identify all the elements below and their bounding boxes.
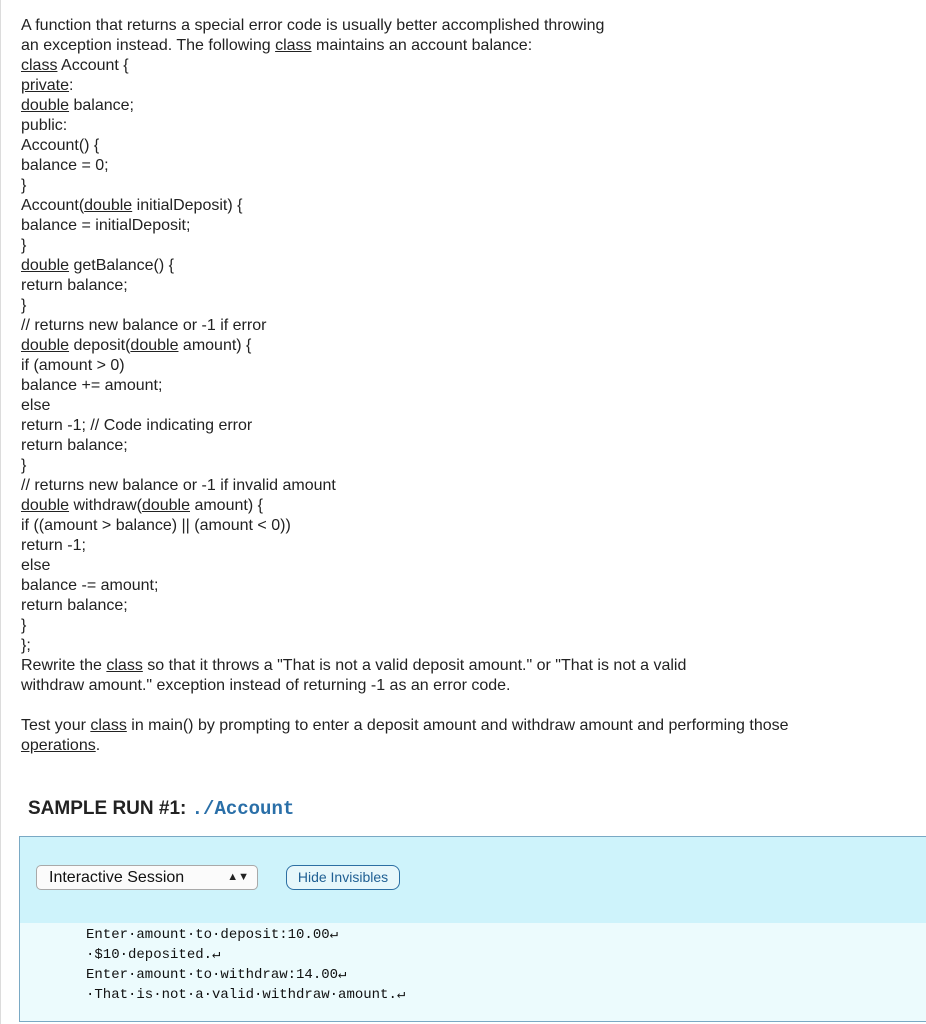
question-line: [21, 216, 921, 236]
question-line: [21, 136, 921, 156]
question-line: [21, 16, 921, 36]
text-segment: balance += amount;: [21, 377, 163, 394]
text-segment: an exception instead. The following: [21, 37, 276, 54]
linked-term[interactable]: class: [275, 37, 312, 54]
text-segment: getBalance() {: [69, 257, 174, 274]
question-line: [21, 56, 921, 76]
linked-term[interactable]: double: [130, 337, 179, 354]
question-line: [21, 236, 921, 256]
question-line: [21, 716, 921, 736]
text-segment: amount) {: [178, 337, 252, 354]
text-segment: return -1;: [21, 537, 86, 554]
text-segment: return -1; // Code indicating error: [21, 417, 253, 434]
text-segment: A function that returns a special error code is usually better accomplished throwing: [21, 17, 605, 34]
text-segment: Account {: [57, 57, 129, 74]
text-segment: return balance;: [21, 597, 128, 614]
transcript-line: ·That·is·not·a·valid·withdraw·amount.↵: [86, 987, 406, 1003]
sample-run-panel: [19, 836, 926, 1022]
question-line: [21, 616, 921, 636]
question-line: [21, 436, 921, 456]
question-line: [21, 736, 921, 756]
sample-run-command: ./Account: [191, 798, 295, 820]
text-segment: return balance;: [21, 437, 128, 454]
text-segment: return balance;: [21, 277, 128, 294]
linked-term[interactable]: class: [21, 57, 58, 74]
text-segment: Test your: [21, 717, 91, 734]
linked-term[interactable]: double: [21, 257, 70, 274]
text-segment: // returns new balance or -1 if error: [21, 317, 267, 334]
session-select[interactable]: [36, 865, 258, 890]
text-segment: withdraw amount." exception instead of returning -1 as an error code.: [21, 677, 511, 694]
question-line: [21, 76, 921, 96]
text-segment: if ((amount > balance) || (amount < 0)): [21, 517, 291, 534]
question-line: [21, 296, 921, 316]
question-line: [21, 176, 921, 196]
text-segment: :: [69, 77, 74, 94]
text-segment: }: [21, 457, 27, 474]
text-segment: balance -= amount;: [21, 577, 159, 594]
text-segment: in main() by prompting to enter a deposit amount and withdraw amount and performing those: [126, 717, 789, 734]
question-line: [21, 396, 921, 416]
question-line: [21, 336, 921, 356]
text-segment: Rewrite the: [21, 657, 107, 674]
question-line: [21, 556, 921, 576]
linked-term[interactable]: private: [21, 77, 70, 94]
session-select-value: Interactive Session: [49, 869, 185, 886]
text-segment: Account() {: [21, 137, 100, 154]
linked-term[interactable]: double: [21, 497, 70, 514]
text-segment: balance = 0;: [21, 157, 109, 174]
text-segment: maintains an account balance:: [311, 37, 533, 54]
question-line: [21, 516, 921, 536]
question-text: [21, 16, 921, 756]
question-line: [21, 256, 921, 276]
question-line: [21, 316, 921, 336]
text-segment: Account(: [21, 197, 85, 214]
linked-term[interactable]: class: [106, 657, 143, 674]
question-line: [21, 376, 921, 396]
text-segment: balance = initialDeposit;: [21, 217, 191, 234]
question-line: [21, 576, 921, 596]
question-line: [21, 456, 921, 476]
text-segment: initialDeposit) {: [132, 197, 243, 214]
text-segment: else: [21, 397, 51, 414]
sample-run-label: SAMPLE RUN #1:: [28, 798, 187, 819]
question-line: [21, 116, 921, 136]
question-line: [21, 596, 921, 616]
transcript: [20, 923, 926, 1021]
text-segment: if (amount > 0): [21, 357, 125, 374]
text-segment: public:: [21, 117, 68, 134]
question-line: [21, 156, 921, 176]
question-line: [21, 196, 921, 216]
text-segment: balance;: [69, 97, 134, 114]
text-segment: }: [21, 617, 27, 634]
text-segment: // returns new balance or -1 if invalid amount: [21, 477, 336, 494]
text-segment: deposit(: [69, 337, 131, 354]
question-line: [21, 656, 921, 676]
text-segment: };: [21, 637, 31, 654]
question-line: [21, 676, 921, 696]
linked-term[interactable]: class: [90, 717, 127, 734]
question-line: [21, 36, 921, 56]
linked-term[interactable]: operations: [21, 737, 96, 754]
text-segment: }: [21, 297, 27, 314]
question-line: [21, 536, 921, 556]
question-line: [21, 476, 921, 496]
text-segment: so that it throws a "That is not a valid deposit amount." or "That is not a valid: [142, 657, 687, 674]
linked-term[interactable]: double: [84, 197, 133, 214]
question-line: [21, 636, 921, 656]
linked-term[interactable]: double: [141, 497, 190, 514]
text-segment: .: [95, 737, 101, 754]
text-segment: }: [21, 237, 27, 254]
hide-invisibles-button[interactable]: Hide Invisibles: [286, 865, 400, 890]
transcript-line: Enter·amount·to·withdraw:14.00↵: [86, 967, 347, 983]
question-line: [21, 416, 921, 436]
text-segment: withdraw(: [69, 497, 142, 514]
text-segment: }: [21, 177, 27, 194]
linked-term[interactable]: double: [21, 337, 70, 354]
text-segment: amount) {: [190, 497, 263, 514]
question-line: [21, 96, 921, 116]
question-line: [21, 696, 921, 716]
select-arrows-icon: ▲▼: [227, 871, 249, 883]
linked-term[interactable]: double: [21, 97, 70, 114]
question-line: [21, 496, 921, 516]
sample-run-title: [28, 798, 294, 820]
question-line: [21, 356, 921, 376]
question-line: [21, 276, 921, 296]
transcript-line: ·$10·deposited.↵: [86, 947, 221, 963]
transcript-line: Enter·amount·to·deposit:10.00↵: [86, 927, 339, 943]
text-segment: else: [21, 557, 51, 574]
